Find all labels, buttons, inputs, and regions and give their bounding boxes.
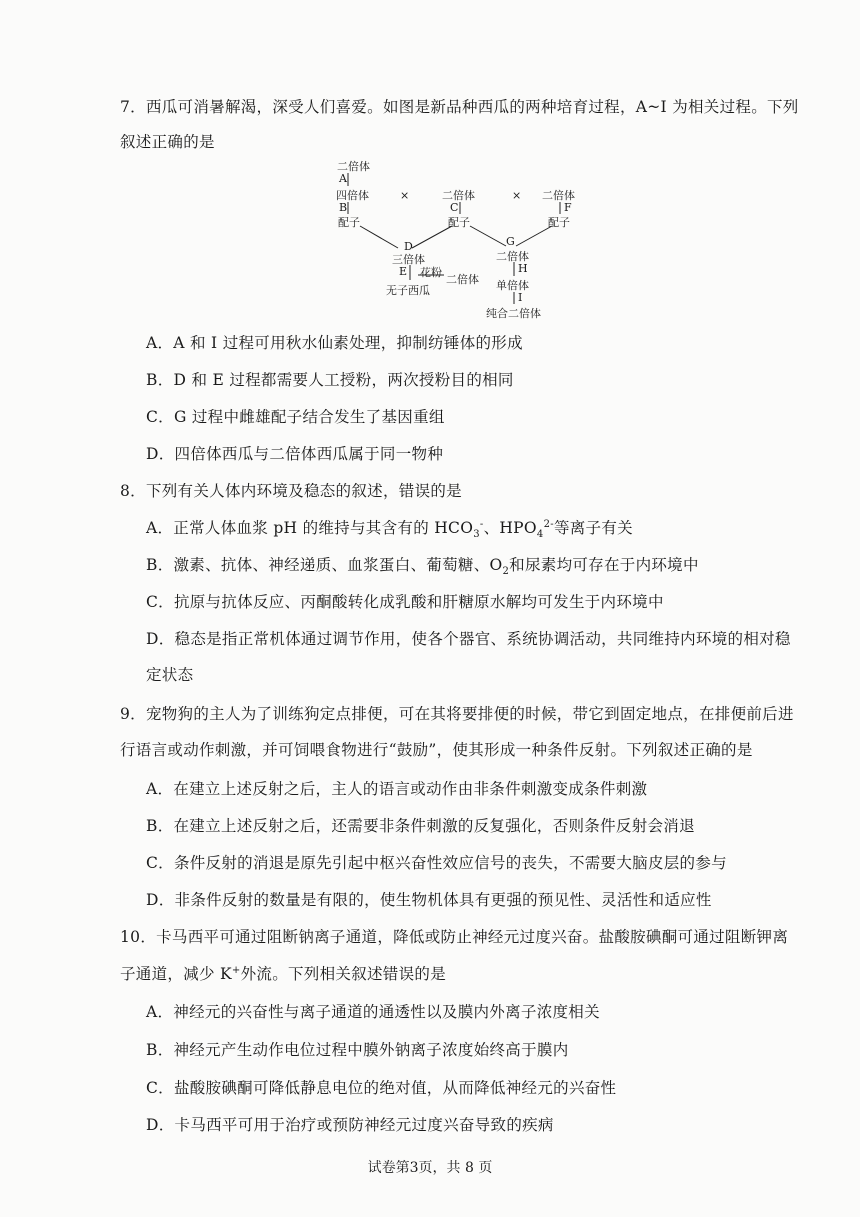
q10-option-a: A．神经元的兴奋性与离子通道的通透性以及膜内外离子浓度相关	[146, 1003, 600, 1021]
q8-option-a-sub2: 4	[536, 529, 544, 541]
diagram-cross-1: ×	[400, 189, 410, 202]
diagram-label-e: E	[399, 265, 408, 278]
diagram-haploid: 单倍体	[496, 279, 529, 292]
q8-option-a-sup1: -	[479, 518, 484, 530]
diagram-tetraploid: 四倍体	[336, 189, 369, 202]
q8-option-b-text2: 和尿素均可存在于内环境中	[509, 556, 699, 574]
q8-option-a-sup2: 2-	[543, 518, 554, 530]
q8-option-a-text2: 、HPO	[483, 519, 537, 537]
q10-option-b: B．神经元产生动作电位过程中膜外钠离子浓度始终高于膜内	[146, 1041, 569, 1059]
q7-option-b: B．D 和 E 过程都需要人工授粉，两次授粉目的相同	[146, 371, 514, 389]
q8-option-d-line1: D．稳态是指正常机体通过调节作用，使各个器官、系统协调活动，共同维持内环境的相对稳	[146, 630, 791, 648]
diagram-diploid-g: 二倍体	[496, 250, 529, 263]
q9-option-d: D．非条件反射的数量是有限的，使生物机体具有更强的预见性、灵活性和适应性	[146, 891, 712, 909]
q8-option-a-text3: 等离子有关	[553, 519, 633, 537]
q8-stem: 8．下列有关人体内环境及稳态的叙述，错误的是	[120, 482, 462, 500]
q10-stem-line2-text2: 外流。下列相关叙述错误的是	[240, 965, 447, 983]
diagram-label-i: I	[518, 291, 523, 304]
diagram-gamete-left: 配子	[338, 216, 360, 229]
q10-stem-line2-sup: +	[231, 964, 241, 976]
page-footer: 试卷第3页，共 8 页	[367, 1160, 493, 1176]
q10-option-c: C．盐酸胺碘酮可降低静息电位的绝对值，从而降低神经元的兴奋性	[146, 1079, 617, 1097]
diagram-gamete-mid: 配子	[448, 216, 470, 229]
q9-stem-line1: 9．宠物狗的主人为了训练狗定点排便，可在其将要排便的时候，带它到固定地点，在排便前后进	[120, 705, 794, 723]
diagram-pure-diploid: 纯合二倍体	[486, 307, 541, 320]
q9-option-a: A．在建立上述反射之后，主人的语言或动作由非条件刺激变成条件刺激	[146, 780, 648, 798]
diagram-diploid-right: 二倍体	[542, 189, 575, 202]
diagram-diploid-top: 二倍体	[337, 160, 370, 173]
diagram-label-a: A	[339, 172, 347, 185]
q8-option-b-text1: B．激素、抗体、神经递质、血浆蛋白、葡萄糖、O	[146, 556, 503, 574]
diagram-gamete-right: 配子	[548, 216, 570, 229]
q7-option-d: D．四倍体西瓜与二倍体西瓜属于同一物种	[146, 445, 444, 463]
q9-option-b: B．在建立上述反射之后，还需要非条件刺激的反复强化，否则条件反射会消退	[146, 817, 695, 835]
q8-option-c: C．抗原与抗体反应、丙酮酸转化成乳酸和肝糖原水解均可发生于内环境中	[146, 593, 664, 611]
diagram-cross-2: ×	[512, 189, 522, 202]
q7-option-c: C．G 过程中雌雄配子结合发生了基因重组	[146, 408, 445, 426]
q8-option-d-line2: 定状态	[146, 666, 194, 684]
diagram-triploid: 三倍体	[392, 253, 425, 266]
q10-stem-line1: 10．卡马西平可通过阻断钠离子通道，降低或防止神经元过度兴奋。盐酸胺碘酮可通过阻断钾离	[120, 928, 789, 946]
q10-option-d: D．卡马西平可用于治疗或预防神经元过度兴奋导致的疾病	[146, 1116, 554, 1134]
diagram-label-d: D	[404, 240, 413, 253]
q10-stem-line2-text1: 子通道，减少 K	[120, 965, 232, 983]
q8-option-a-sub1: 3	[473, 529, 480, 541]
q8-option-a	[146, 516, 633, 540]
diagram-pollen: 花粉	[420, 266, 442, 279]
diagram-label-h: H	[518, 262, 528, 275]
q8-option-b-sub: 2	[502, 566, 510, 578]
diagram-pollen-source: 二倍体	[446, 273, 479, 286]
q9-stem-line2: 行语言或动作刺激，并可饲喂食物进行“鼓励”，使其形成一种条件反射。下列叙述正确的是	[120, 741, 753, 759]
q7-option-a: A．A 和 I 过程可用秋水仙素处理，抑制纺锤体的形成	[146, 334, 523, 352]
diagram-label-b: B	[339, 201, 348, 214]
q7-stem-line1: 7．西瓜可消暑解渴，深受人们喜爱。如图是新品种西瓜的两种培育过程，A~I 为相关过程。下列	[120, 98, 799, 116]
diagram-seedless-watermelon: 无子西瓜	[386, 284, 430, 297]
q7-stem-line2: 叙述正确的是	[120, 133, 215, 151]
diagram-diploid-mid: 二倍体	[442, 189, 475, 202]
diagram-label-c: C	[450, 201, 459, 214]
q10-stem-line2	[120, 962, 446, 984]
diagram-label-f: F	[564, 201, 572, 214]
diagram-label-g: G	[506, 235, 515, 248]
q9-option-c: C．条件反射的消退是原先引起中枢兴奋性效应信号的丧失，不需要大脑皮层的参与	[146, 854, 727, 872]
q8-option-b	[146, 553, 699, 577]
q8-option-a-text1: A．正常人体血浆 pH 的维持与其含有的 HCO	[146, 519, 474, 537]
